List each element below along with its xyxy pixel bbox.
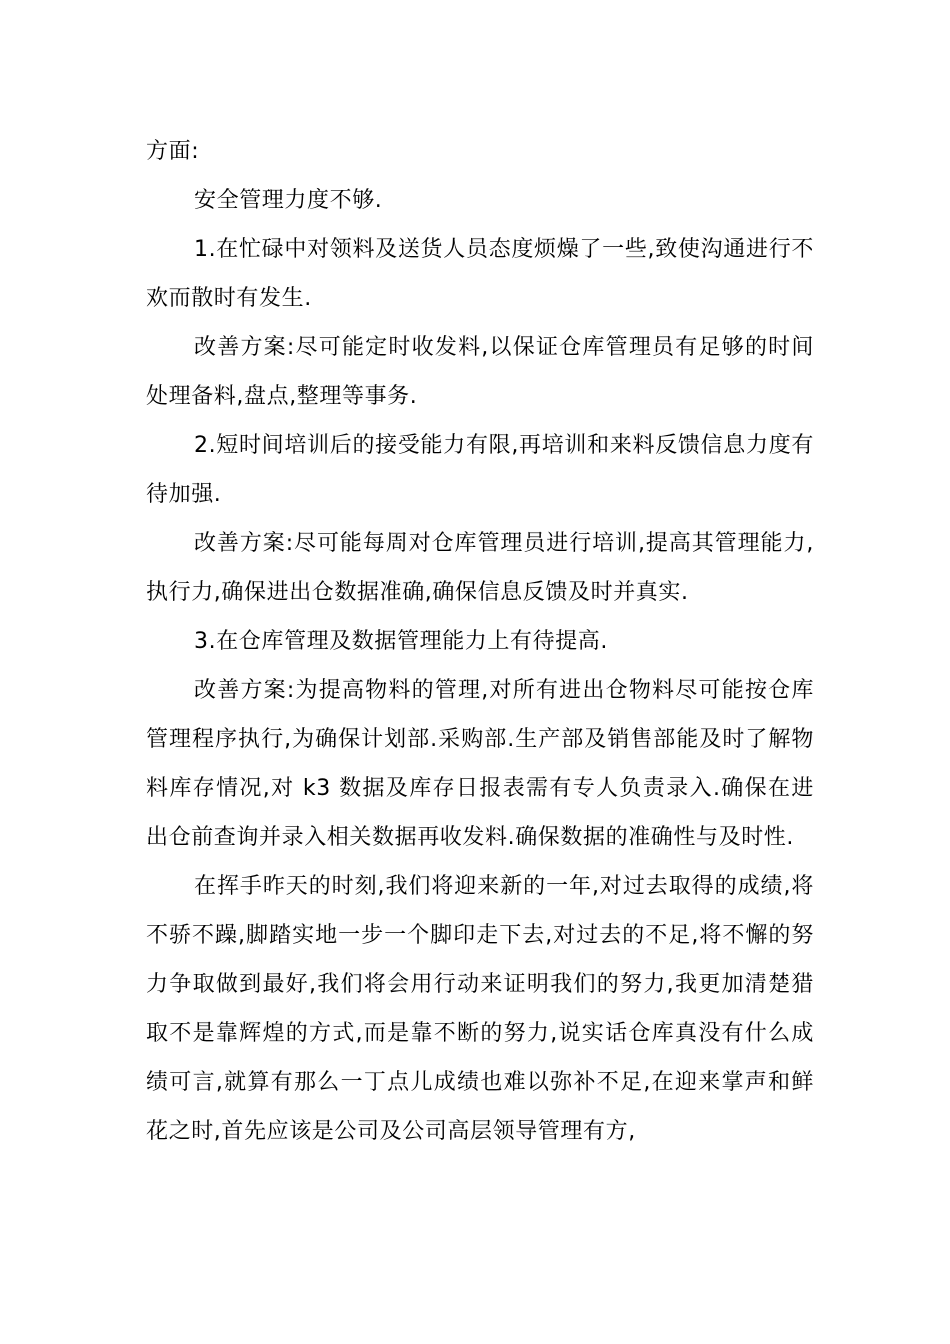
paragraph-solution-3: 改善方案:为提高物料的管理,对所有进出仓物料尽可能按仓库管理程序执行,为确保计划部.采购部.生产部及销售部能及时了解物料库存情况,对 k3 数据及库存日报表需有专人负责录入.确保在进出仓前查询并录入相关数据再收发料.确保数据的准确性与及时性. (146, 678, 814, 850)
paragraph-solution-1: 改善方案:尽可能定时收发料,以保证仓库管理员有足够的时间处理备料,盘点,整理等事务. (146, 335, 814, 409)
paragraph-issue-1: 1.在忙碌中对领料及送货人员态度烦燥了一些,致使沟通进行不欢而散时有发生. (146, 237, 814, 311)
paragraph-conclusion: 在挥手昨天的时刻,我们将迎来新的一年,对过去取得的成绩,将不骄不躁,脚踏实地一步一个脚印走下去,对过去的不足,将不懈的努力争取做到最好,我们将会用行动来证明我们的努力,我更加清楚猎取不是靠辉煌的方式,而是靠不断的努力,说实话仓库真没有什么成绩可言,就算有那么一丁点儿成绩也难以弥补不足,在迎来掌声和鲜花之时,首先应该是公司及公司高层领导管理有方, (146, 874, 814, 1144)
paragraph-issue-3: 3.在仓库管理及数据管理能力上有待提高. (194, 629, 608, 654)
document-page (146, 127, 814, 1156)
paragraph-heading-fragment: 方面: (146, 139, 200, 164)
paragraph-issue-2: 2.短时间培训后的接受能力有限,再培训和来料反馈信息力度有待加强. (146, 433, 814, 507)
paragraph-safety-management: 安全管理力度不够. (194, 188, 383, 213)
paragraph-solution-2: 改善方案:尽可能每周对仓库管理员进行培训,提高其管理能力,执行力,确保进出仓数据准确,确保信息反馈及时并真实. (146, 531, 814, 605)
